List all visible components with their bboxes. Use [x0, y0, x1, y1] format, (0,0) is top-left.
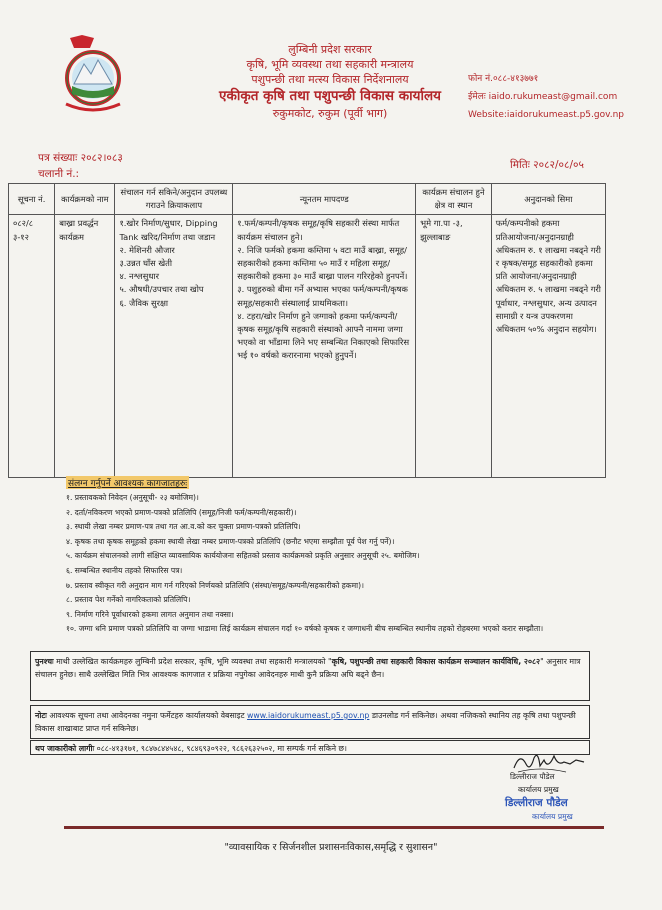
cell-activities [115, 215, 233, 478]
list-item: ७. प्रस्ताव स्वीकृत गरी अनुदान माग गर्न गरिएको निर्णयको प्रतिलिपि (संस्था/समूह/कम्पनी/सहकारीको हकमा)। [66, 580, 364, 590]
chalani-number: चलानी नं.: [38, 168, 80, 180]
contact-box [30, 740, 590, 755]
activity-item: ५. औषधी/उपचार तथा खोप [119, 284, 204, 295]
patra-sankhya: पत्र संख्याः २०८२।०८३ [38, 152, 123, 164]
header-notice-no: सूचना नं. [9, 184, 55, 215]
header-limit: अनुदानको सिमा [491, 184, 605, 215]
documents-title: संलग्न गर्नुपर्ने आवश्यक कागजातहरुः [66, 476, 189, 489]
list-item: ९. निर्माण गरिने पूर्वाधारको हकमा लागत अनुमान तथा नक्सा। [66, 609, 234, 619]
notice-date: मितिः २०८२/०८/०५ [510, 159, 584, 171]
government-emblem-icon [60, 34, 126, 122]
punascha-text-b: " अनुसार मात्र संचालन हुनेछ। साथै उल्लेखित मिति भित्र आवश्यक कागजात र प्रक्रिया नपुगेका आवेदनहरु माथी कुनै प्रक्रिया अघि बढ्ने छैन। [35, 657, 581, 679]
email-row [468, 88, 654, 106]
stamp-name: डिल्लीराज पौडेल [505, 797, 568, 809]
header-program-name: कार्यक्रमको नाम [55, 184, 115, 215]
office-name: एकीकृत कृषि तथा पशुपन्छी विकास कार्यालय [219, 88, 441, 104]
note-text-a: आवश्यक सूचना तथा आवेदनका नमुना फर्मेटहरु कार्यालयको वेबसाइट [49, 711, 245, 720]
cell-area: भूमे गा.पा -३, झुल्लाबाङ [416, 215, 491, 478]
cell-program: बाख्रा प्रवर्द्धन कार्यक्रम [55, 215, 115, 478]
ministry-name: कृषि, भूमि व्यवस्था तथा सहकारी मन्त्रालय [246, 58, 414, 71]
stamp-role: कार्यालय प्रमुख [532, 812, 573, 821]
email: iaido.rukumeast@gmail.com [488, 92, 618, 102]
criteria-item: ३. पशुहरुको बीमा गर्ने अभ्यास भएका फर्म/कम्पनी/कृषक समूह/सहकारी संस्थालाई प्राथमिकता। [237, 284, 408, 308]
list-item: ६. सम्बन्धित स्थानीय तहको सिफारिस पत्र। [66, 565, 183, 575]
office-location: रुकुमकोट, रुकुम (पूर्वी भाग) [272, 107, 388, 120]
list-item: ८. प्रस्ताव पेश गर्नेको नागरिकताको प्रतिलिपि। [66, 595, 191, 605]
directorate-name: पशुपन्छी तथा मत्स्य विकास निर्देशनालय [251, 73, 409, 86]
header-activities: संचालन गर्न सकिने/अनुदान उपलब्ध गराउने क्रियाकलाप [115, 184, 233, 215]
list-item: ३. स्थायी लेखा नम्बर प्रमाण-पत्र तथा गत आ.व.को कर चुक्ता प्रमाण-पत्रको प्रतिलिपि। [66, 522, 301, 532]
signatory-name: डिल्लीराज पौडेल [510, 772, 555, 781]
cell-criteria [233, 215, 416, 478]
criteria-item: ४. टहरा/खोर निर्माण हुने जग्गाको हकमा फर्म/कम्पनी/कृषक समूह/कृषि सहकारी संस्थाको आफ्नै नाममा जग्गा भएको वा भाँडामा लिने भए सम्बन्धित निकाएको सिफारिस भई १० वर्षको करारनामा भएको हुनुपर्ने। [237, 310, 410, 361]
criteria-item: १.फर्म/कम्पनी/कृषक समूह/कृषि सहकारी संस्था मार्फत कार्यक्रम संचालन हुने। [237, 218, 400, 242]
list-item: २. दर्ता/नविकरण भएको प्रमाण-पत्रको प्रतिलिपि (समूह/निजी फर्म/कम्पनी/सहकारी)। [66, 507, 297, 517]
punascha-label: पुनश्चः [35, 657, 54, 666]
activity-item: ३.उन्नत घाँस खेती [119, 258, 173, 269]
list-item: १. प्रस्तावकको निवेदन (अनुसूची- २३ बमोजिम)। [66, 493, 199, 502]
header-area: कार्यक्रम संचालन हुने क्षेत्र वा स्थान [416, 184, 491, 215]
list-item: ४. कृषक तथा कृषक समूहको हकमा स्थायी लेखा नम्बर प्रमाण-पत्रको प्रतिलिपि (छनौट भएमा सम्झौता पूर्व पेश गर्नु पर्ने)। [66, 536, 395, 546]
reference-block [38, 150, 123, 182]
table-row [9, 215, 606, 478]
email-label: ईमेलः [468, 92, 486, 102]
contact-block [468, 70, 654, 124]
documents-list [66, 491, 586, 637]
punascha-procedure: कृषि, पशुपन्छी तथा सहकारी विकास कार्यक्रम सञ्चालन कार्यविधि, २०८२ [331, 657, 541, 666]
govt-name: लुम्बिनी प्रदेश सरकार [288, 43, 372, 56]
cell-limit: फर्म/कम्पनीको हकमा प्रतिआयोजना/अनुदानग्राही अधिकतम रु. १ लाखमा नबढ्ने गरी र कृषक/समूह सहकारीको हकमा प्रति आयोजना/अनुदानग्राही अधिकतम रु. ५ लाखमा नबढ्ने गरी पूर्वाधार, नश्लसुधार, अन्य उत्पादन सामाग्री र यन्त्र उपकरणमा अधिकतम ५०% अनुदान सहयोग। [491, 215, 605, 478]
note-box [30, 705, 590, 739]
cell-notice-no: ०८२/८ ३-१२ [9, 215, 55, 478]
activity-item: १.खोर निर्माण/सुधार, Dipping Tank खरिद/निर्माण तथा जडान [119, 218, 218, 242]
website: Website:iaidorukumeast.p5.gov.np [468, 110, 625, 120]
table-header-row [9, 184, 606, 215]
website-link[interactable]: www.iaidorukumeast.p5.gov.np [247, 711, 370, 720]
contact-label: थप जाकारीको लागीः [35, 744, 95, 753]
activity-item: ६. जैविक सुरक्षा [119, 297, 169, 308]
note-text-b: डाउनलोड गर्न सकिनेछ। अथवा नजिकको स्थानिय तह कृषि तथा पशुपन्छी विकास शाखाबाट प्राप्त गर्न सकिनेछ। [35, 711, 576, 733]
header-criteria: न्यूनतम मापदण्ड [233, 184, 416, 215]
office-header [160, 42, 500, 121]
program-table [8, 183, 606, 478]
footer-slogan: "व्यावसायिक र सिर्जनशील प्रशासनःविकास,समृद्धि र सुशासन" [224, 842, 438, 853]
phone: फोन नं.०८८-४१३७७१ [468, 74, 539, 84]
contact-numbers: ०८८-४१३१७१, ९८४७८४४५४८, ९८४६९३०९२२, ९८६२६३२५०२, मा सम्पर्क गर्न सकिने छ। [96, 744, 347, 753]
list-item: ५. कार्यक्रम संचालनको लागी संक्षिप्त व्यावसायिक कार्ययोजना सहितको प्रस्ताव कार्यक्रमको प्रकृति अनुसार अनुसूची २५. बमोजिम। [66, 551, 420, 561]
activity-item: २. मेशिनरी औजार [119, 244, 175, 255]
criteria-item: २. निजि फर्मको हकमा कम्तिमा ५ वटा माउँ बाख्रा, समूह/सहकारीको हकमा कम्तिमा ५० माउँ र महिला समूह/सहकारीको हकमा ३० माउँ बाख्रा पालन गरिरहेको हुनपर्ने। [237, 244, 408, 282]
list-item: १०. जग्गा धनि प्रमाण पत्रको प्रतिलिपि वा जग्गा भाडामा लिई कार्यक्रम संचालन गर्दा १० वर्षको कृषक र जग्गाधनी बीच सम्बन्धित स्थानीय तहको रोहबरमा भएको करार सम्झौता। [66, 624, 544, 634]
punascha-text-a: माथी उल्लेखित कार्यक्रमहरु लुम्बिनी प्रदेश सरकार, कृषि, भूमि व्यवस्था तथा सहकारी मन्त्रालयको " [56, 657, 332, 666]
punascha-box [30, 651, 590, 701]
note-label: नोटः [35, 711, 47, 720]
activity-item: ४. नश्लसुधार [119, 271, 159, 282]
footer-divider [64, 826, 604, 829]
signatory-role: कार्यालय प्रमुख [518, 785, 559, 794]
